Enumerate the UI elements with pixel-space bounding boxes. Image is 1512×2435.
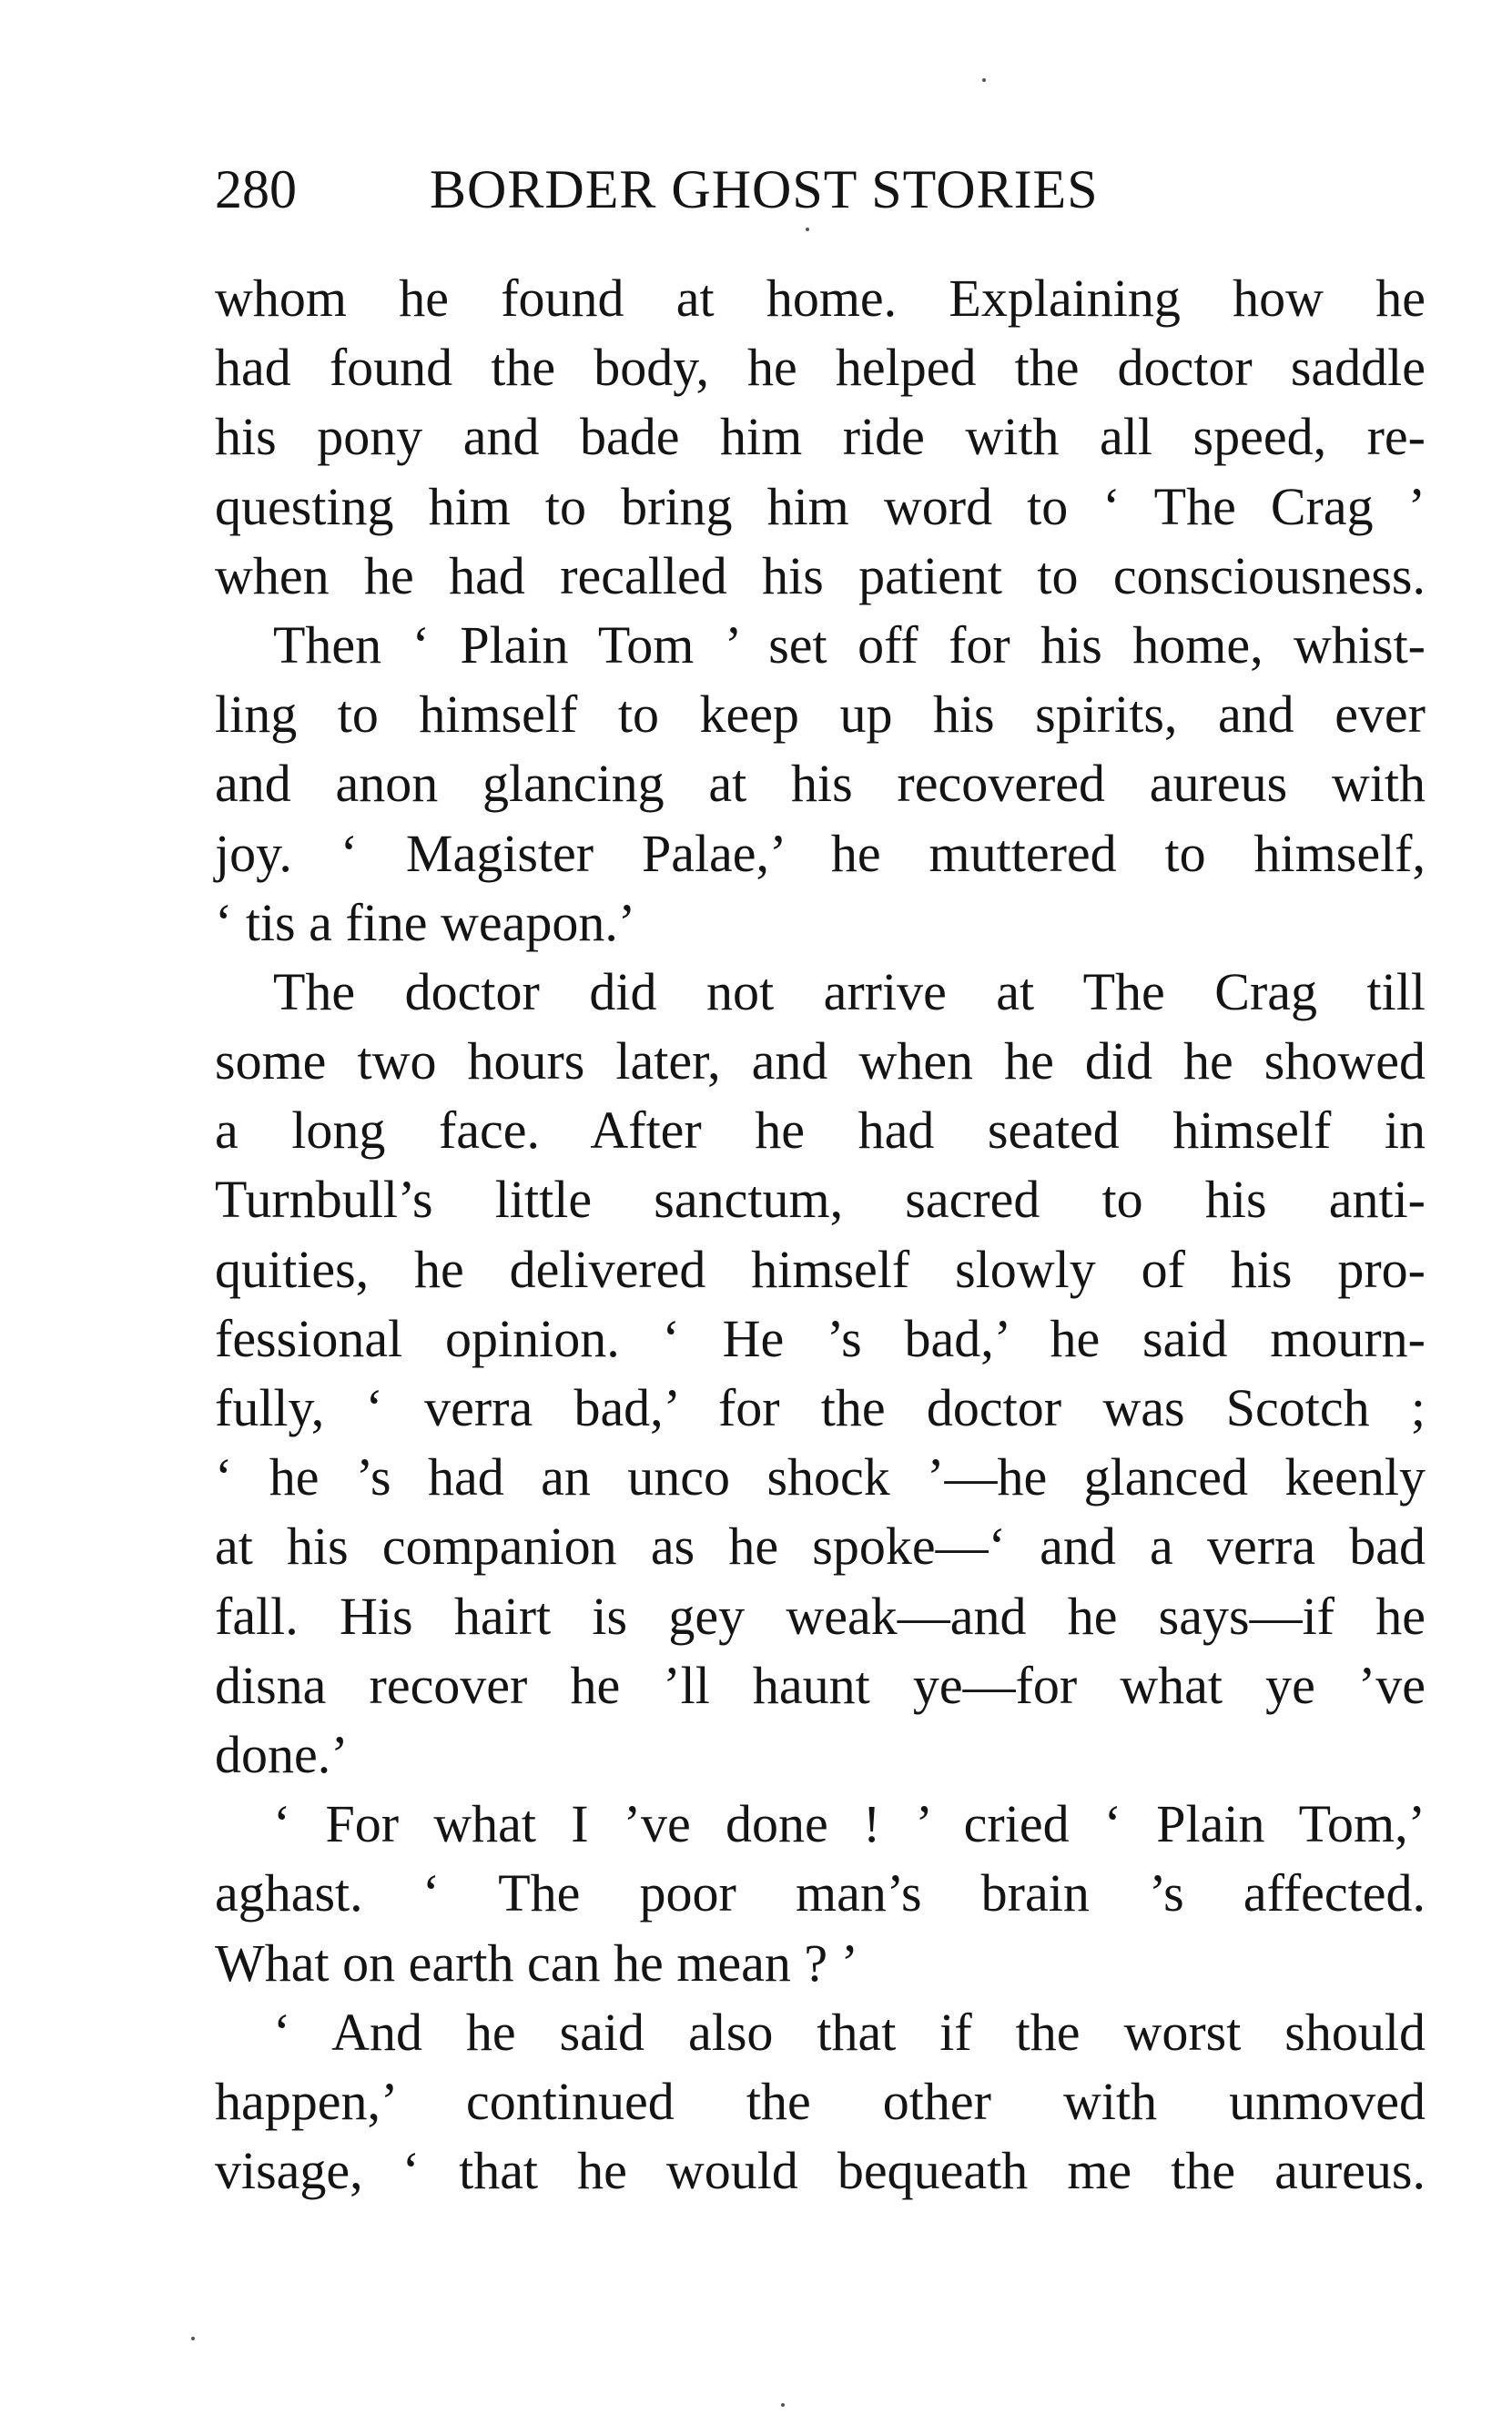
text-line: aghast. ‘ The poor man’s brain ’s affected. [215,1863,1426,1923]
text-line: had found the body, he helped the doctor saddle [215,338,1426,398]
text-line: whom he found at home. Explaining how he [215,269,1426,328]
text-line: and anon glancing at his recovered aureus with [215,754,1426,814]
body-text [215,264,1426,2206]
text-line: disna recover he ’ll haunt ye—for what ye ’ve [215,1655,1426,1715]
text-line: fessional opinion. ‘ He ’s bad,’ he said mourn- [215,1308,1426,1368]
text-line: Then ‘ Plain Tom ’ set off for his home, whist- [273,614,1426,675]
text-line: ‘ he ’s had an unco shock ’—he glanced keenly [215,1447,1426,1507]
print-speck [982,78,986,82]
text-line: What on earth can he mean ? ’ [215,1933,858,1993]
text-line: his pony and bade him ride with all speed, re- [215,407,1426,467]
page-header [215,153,1426,226]
print-speck [191,2337,195,2340]
text-line: happen,’ continued the other with unmoved [215,2071,1426,2131]
text-line: some two hours later, and when he did he showed [215,1031,1426,1091]
text-line: fall. His hairt is gey weak—and he says—if he [215,1586,1426,1646]
text-line: quities, he delivered himself slowly of his pro- [215,1239,1426,1299]
text-line: ‘ For what I ’ve done ! ’ cried ‘ Plain Tom,’ [273,1794,1426,1854]
text-line: questing him to bring him word to ‘ The Crag ’ [215,476,1426,536]
text-line: visage, ‘ that he would bequeath me the aureus. [215,2141,1426,2201]
text-line: ‘ tis a fine weapon.’ [215,892,636,952]
print-speck [781,2403,785,2407]
text-line: fully, ‘ verra bad,’ for the doctor was Scotch ; [215,1378,1426,1437]
text-line: joy. ‘ Magister Palae,’ he muttered to himself, [215,823,1426,883]
print-speck [806,228,809,231]
text-line: at his companion as he spoke—‘ and a verra bad [215,1517,1426,1577]
text-line: The doctor did not arrive at The Crag till [273,961,1426,1021]
text-line: a long face. After he had seated himself in [215,1101,1426,1161]
running-title: BORDER GHOST STORIES [430,159,1099,219]
text-line: Turnbull’s little sanctum, sacred to his anti- [215,1170,1426,1230]
page-number: 280 [215,159,297,219]
text-line: when he had recalled his patient to consciousness. [215,545,1426,605]
text-line: ‘ And he said also that if the worst should [273,2002,1426,2062]
text-line: ling to himself to keep up his spirits, and ever [215,685,1426,745]
text-line: done.’ [215,1724,349,1784]
